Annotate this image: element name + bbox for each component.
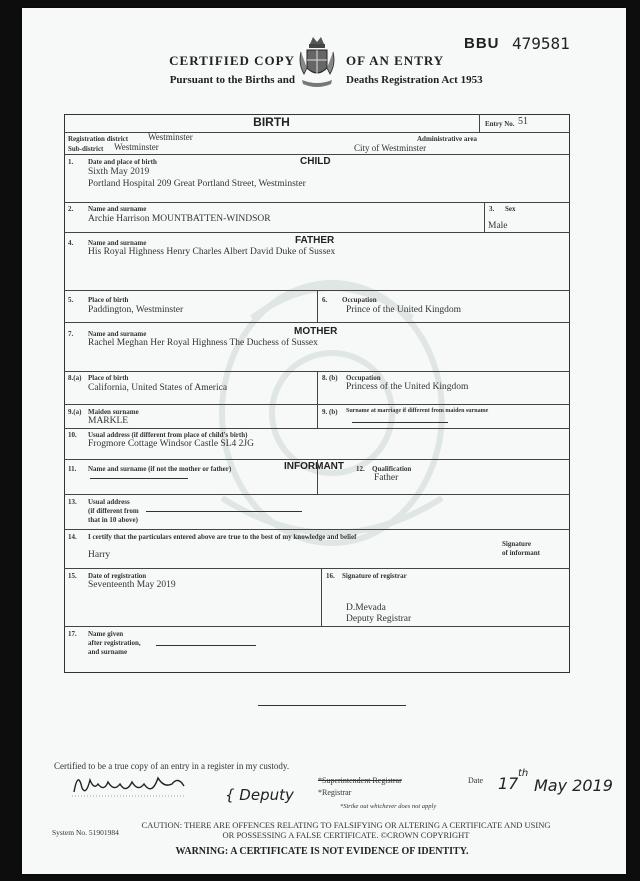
admin-area-label: Administrative area: [417, 135, 477, 143]
royal-coat-of-arms-icon: [298, 34, 336, 92]
field-11-num: 11.: [68, 465, 77, 473]
field-4-num: 4.: [68, 239, 74, 247]
field-8a-label: Place of birth: [88, 374, 129, 382]
header-of-an-entry: OF AN ENTRY: [346, 53, 445, 68]
caution-line-1: CAUTION: THERE ARE OFFENCES RELATING TO FALSIFYING OR ALTERING A CERTIFICATE AND USING: [141, 820, 551, 830]
serial-prefix: BBU: [464, 35, 500, 52]
field-13-label-3: that in 10 above): [88, 516, 138, 524]
field-8a-num: 8.(a): [68, 374, 82, 382]
mother-birthplace-value: California, United States of America: [88, 383, 228, 393]
handwritten-date-rest: May 2019: [534, 776, 613, 795]
mother-heading: MOTHER: [294, 326, 338, 337]
field-12-label: Qualification: [372, 465, 412, 473]
admin-area-value: City of Westminster: [354, 143, 427, 153]
field-9a-label: Maiden surname: [88, 408, 139, 416]
field-3-num: 3.: [489, 205, 495, 213]
certification-text: Certified to be a true copy of an entry in a register in my custody.: [54, 761, 290, 771]
field-1-num: 1.: [68, 158, 74, 166]
field-8b-label: Occupation: [346, 374, 381, 382]
child-sex-value: Male: [488, 221, 508, 231]
field-16-num: 16.: [326, 572, 335, 580]
father-name-value: His Royal Highness Henry Charles Albert David Duke of Sussex: [88, 247, 336, 257]
father-heading: FATHER: [295, 235, 335, 246]
father-birthplace-value: Paddington, Westminster: [88, 305, 184, 315]
field-14-label: I certify that the particulars entered above are true to the best of my knowledge and belief: [88, 533, 357, 541]
field-17-label-3: and surname: [88, 648, 128, 656]
child-name-value: Archie Harrison MOUNTBATTEN-WINDSOR: [88, 214, 271, 224]
struck-superintendent-role: *Superintendent Registrar: [318, 776, 402, 785]
field-11-label: Name and surname (if not the mother or father): [88, 465, 232, 473]
field-1-label: Date and place of birth: [88, 158, 157, 166]
signature-informant-label: Signature: [502, 540, 532, 548]
certificate-paper: [22, 8, 626, 874]
field-3-label: Sex: [505, 205, 516, 213]
registrar-title-value: Deputy Registrar: [346, 614, 412, 624]
field-15-label: Date of registration: [88, 572, 147, 580]
informant-signature-value: Harry: [88, 550, 111, 560]
serial-number: 479581: [512, 34, 570, 53]
field-13-num: 13.: [68, 498, 77, 506]
field-9b-label: Surname at marriage if different from maiden surname: [346, 408, 489, 414]
field-16-label: Signature of registrar: [342, 572, 407, 580]
mother-name-value: Rachel Meghan Her Royal Highness The Duchess of Sussex: [88, 338, 318, 348]
registrar-name-value: D.Mevada: [346, 603, 386, 613]
sub-district-label: Sub-district: [68, 145, 104, 153]
field-5-num: 5.: [68, 296, 74, 304]
handwritten-date-suffix: th: [518, 768, 529, 779]
field-17-num: 17.: [68, 630, 77, 638]
field-17-label: Name given: [88, 630, 124, 638]
registration-date-value: Seventeenth May 2019: [88, 580, 176, 590]
form-title: BIRTH: [253, 115, 290, 129]
child-heading: CHILD: [300, 156, 331, 167]
field-5-label: Place of birth: [88, 296, 129, 304]
field-2-num: 2.: [68, 205, 74, 213]
informant-heading: INFORMANT: [284, 461, 344, 472]
handwritten-deputy: { Deputy: [225, 786, 294, 804]
field-9a-num: 9.(a): [68, 408, 82, 416]
mother-maiden-surname-value: MARKLE: [88, 416, 129, 426]
field-4-label: Name and surname: [88, 239, 147, 247]
field-8b-num: 8. (b): [322, 374, 338, 382]
registration-district-value: Westminster: [148, 132, 193, 142]
system-number: System No. 51901984: [52, 828, 119, 837]
registration-district-label: Registration district: [68, 135, 129, 143]
field-7-num: 7.: [68, 330, 74, 338]
date-label: Date: [468, 776, 484, 785]
mother-occupation-value: Princess of the United Kingdom: [346, 382, 469, 392]
mother-address-value: Frogmore Cottage Windsor Castle SL4 2JG: [88, 439, 254, 449]
identity-warning: WARNING: A CERTIFICATE IS NOT EVIDENCE OF IDENTITY.: [175, 846, 469, 857]
father-occupation-value: Prince of the United Kingdom: [346, 305, 462, 315]
field-13-label: Usual address: [88, 498, 130, 506]
sub-district-value: Westminster: [114, 142, 159, 152]
field-12-num: 12.: [356, 465, 365, 473]
informant-qualification-value: Father: [374, 473, 399, 483]
field-6-num: 6.: [322, 296, 328, 304]
field-1-value-place: Portland Hospital 209 Great Portland Street, Westminster: [88, 179, 306, 189]
registrar-role: *Registrar: [318, 788, 352, 797]
field-17-label-2: after registration,: [88, 639, 141, 647]
field-14-num: 14.: [68, 533, 77, 541]
header-certified-copy: CERTIFIED COPY: [169, 53, 295, 68]
strike-note: *Strike out whichever does not apply: [340, 803, 437, 810]
header-act: Deaths Registration Act 1953: [346, 74, 483, 86]
field-9b-num: 9. (b): [322, 408, 338, 416]
field-13-label-2: (if different from: [88, 507, 139, 515]
entry-no-value: 51: [518, 116, 528, 127]
superintendent-signature: [68, 766, 188, 800]
header-pursuant: Pursuant to the Births and: [169, 74, 295, 86]
handwritten-date-day: 17: [498, 774, 519, 793]
field-10-label: Usual address (if different from place of child's birth): [88, 431, 248, 439]
field-10-num: 10.: [68, 431, 77, 439]
entry-no-label: Entry No.: [485, 120, 515, 128]
field-6-label: Occupation: [342, 296, 377, 304]
caution-line-2: OR POSSESSING A FALSE CERTIFICATE. ©CROWN COPYRIGHT: [222, 830, 470, 840]
field-1-value-date: Sixth May 2019: [88, 167, 150, 177]
field-2-label: Name and surname: [88, 205, 147, 213]
field-7-label: Name and surname: [88, 330, 147, 338]
field-15-num: 15.: [68, 572, 77, 580]
signature-informant-label-2: of informant: [502, 549, 540, 557]
